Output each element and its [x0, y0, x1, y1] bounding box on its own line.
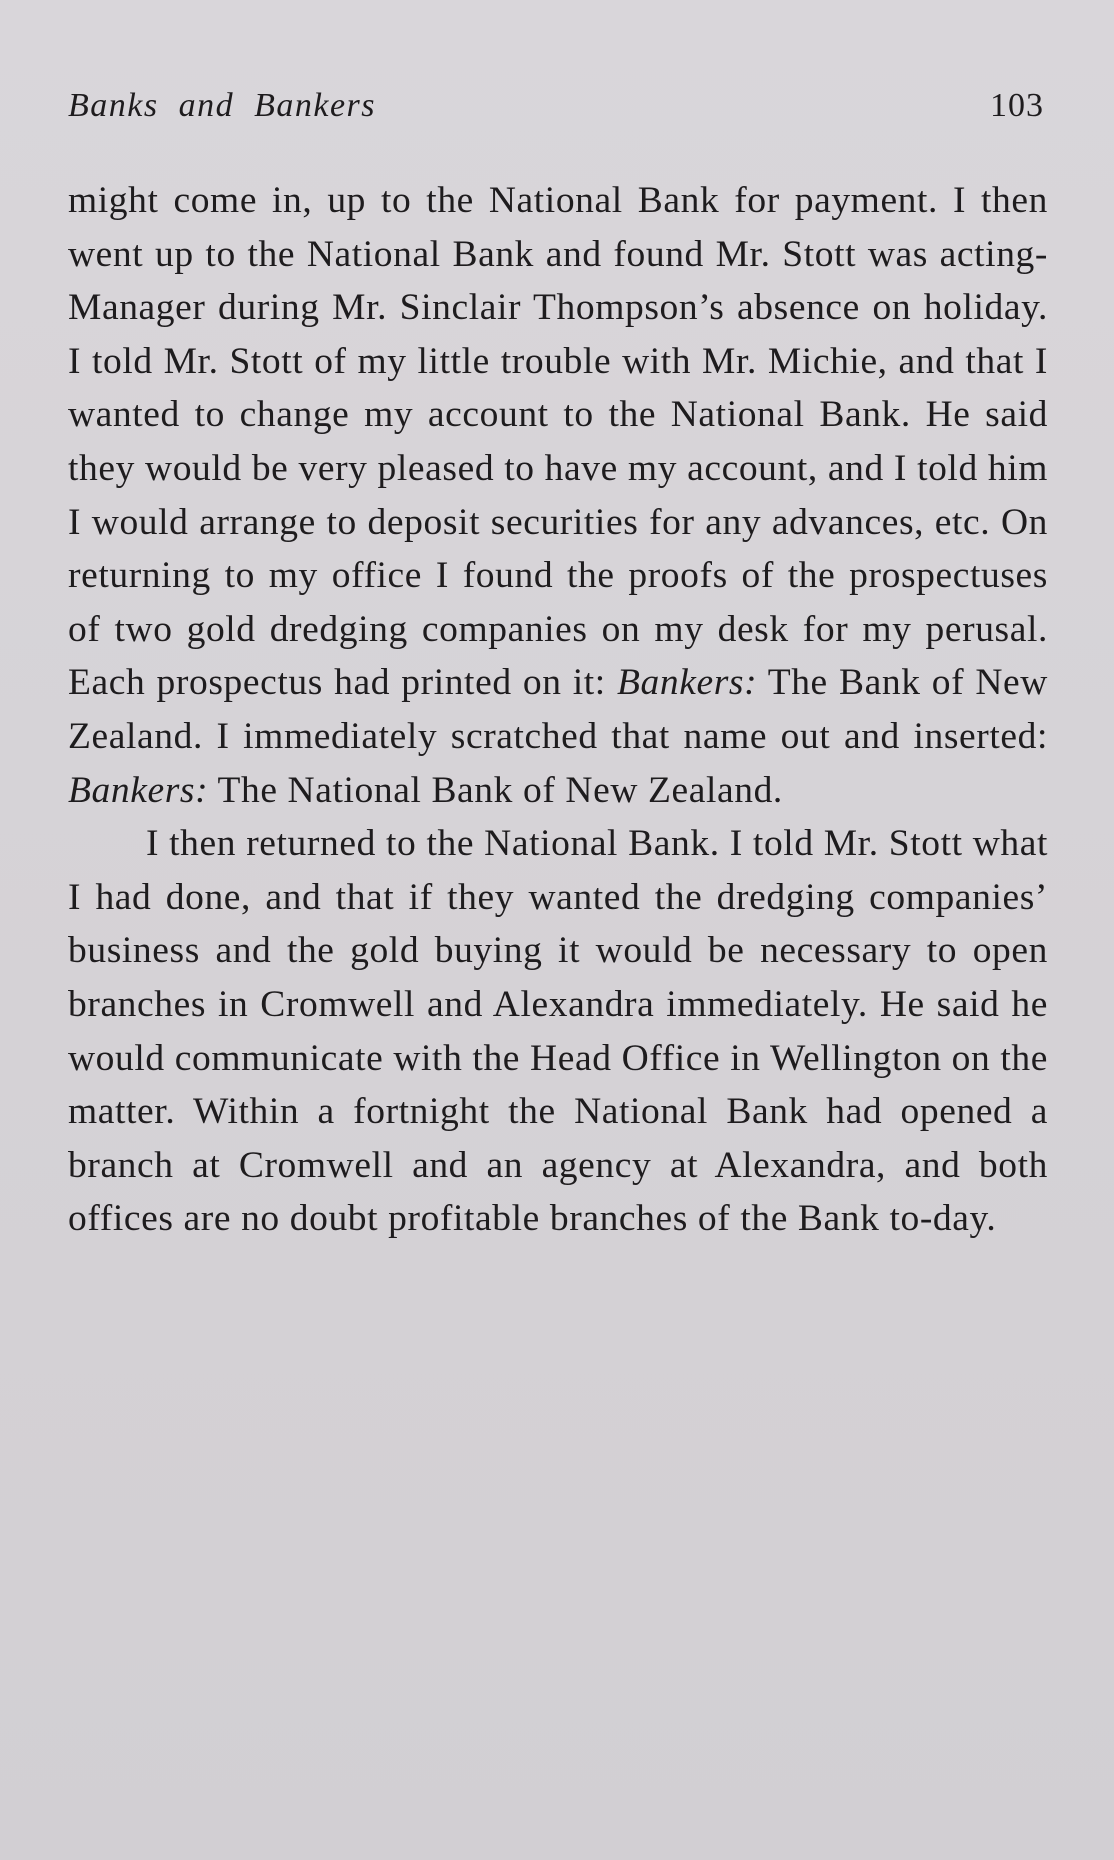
text-segment: I then returned to the National Bank. I told Mr. Stott what I had done, and that if they wanted the dredging companies’ business and the gold buying it would be necessary to open branches in Cromwell and Alexandra immediately. He said he would communicate with the Head Office in Wellington on the matter. Within a fortnight the National Bank had opened a branch at Cromwell and an agency at Alexandra, and both offices are no doubt profitable branches of the Bank to-day.: [68, 823, 1048, 1240]
paragraph: [68, 817, 1048, 1246]
page-number: 103: [990, 87, 1044, 124]
text-segment: might come in, up to the National Bank for payment. I then went up to the National Bank and found Mr. Stott was acting-Manager during Mr. Sinclair Thompson’s absence on holiday. I told Mr. Stott of my little trouble with Mr. Michie, and that I wanted to change my account to the National Bank. He said they would be very pleased to have my account, and I told him I would arrange to deposit securities for any advances, etc. On returning to my office I found the proofs of the prospectuses of two gold dredging companies on my desk for my perusal. Each prospectus had printed on it:: [68, 180, 1048, 704]
text-segment: The Bank of New Zealand. I immediately scratched that name out and inserted:: [68, 662, 1048, 757]
paragraph: [68, 174, 1048, 817]
body-text: [68, 174, 1048, 1246]
text-segment-italic: Bankers:: [68, 769, 209, 811]
running-head: [68, 86, 1044, 136]
running-head-title: Banks and Bankers: [68, 87, 377, 124]
text-segment-italic: Bankers:: [617, 662, 758, 704]
text-segment: The National Bank of New Zealand.: [208, 769, 783, 811]
